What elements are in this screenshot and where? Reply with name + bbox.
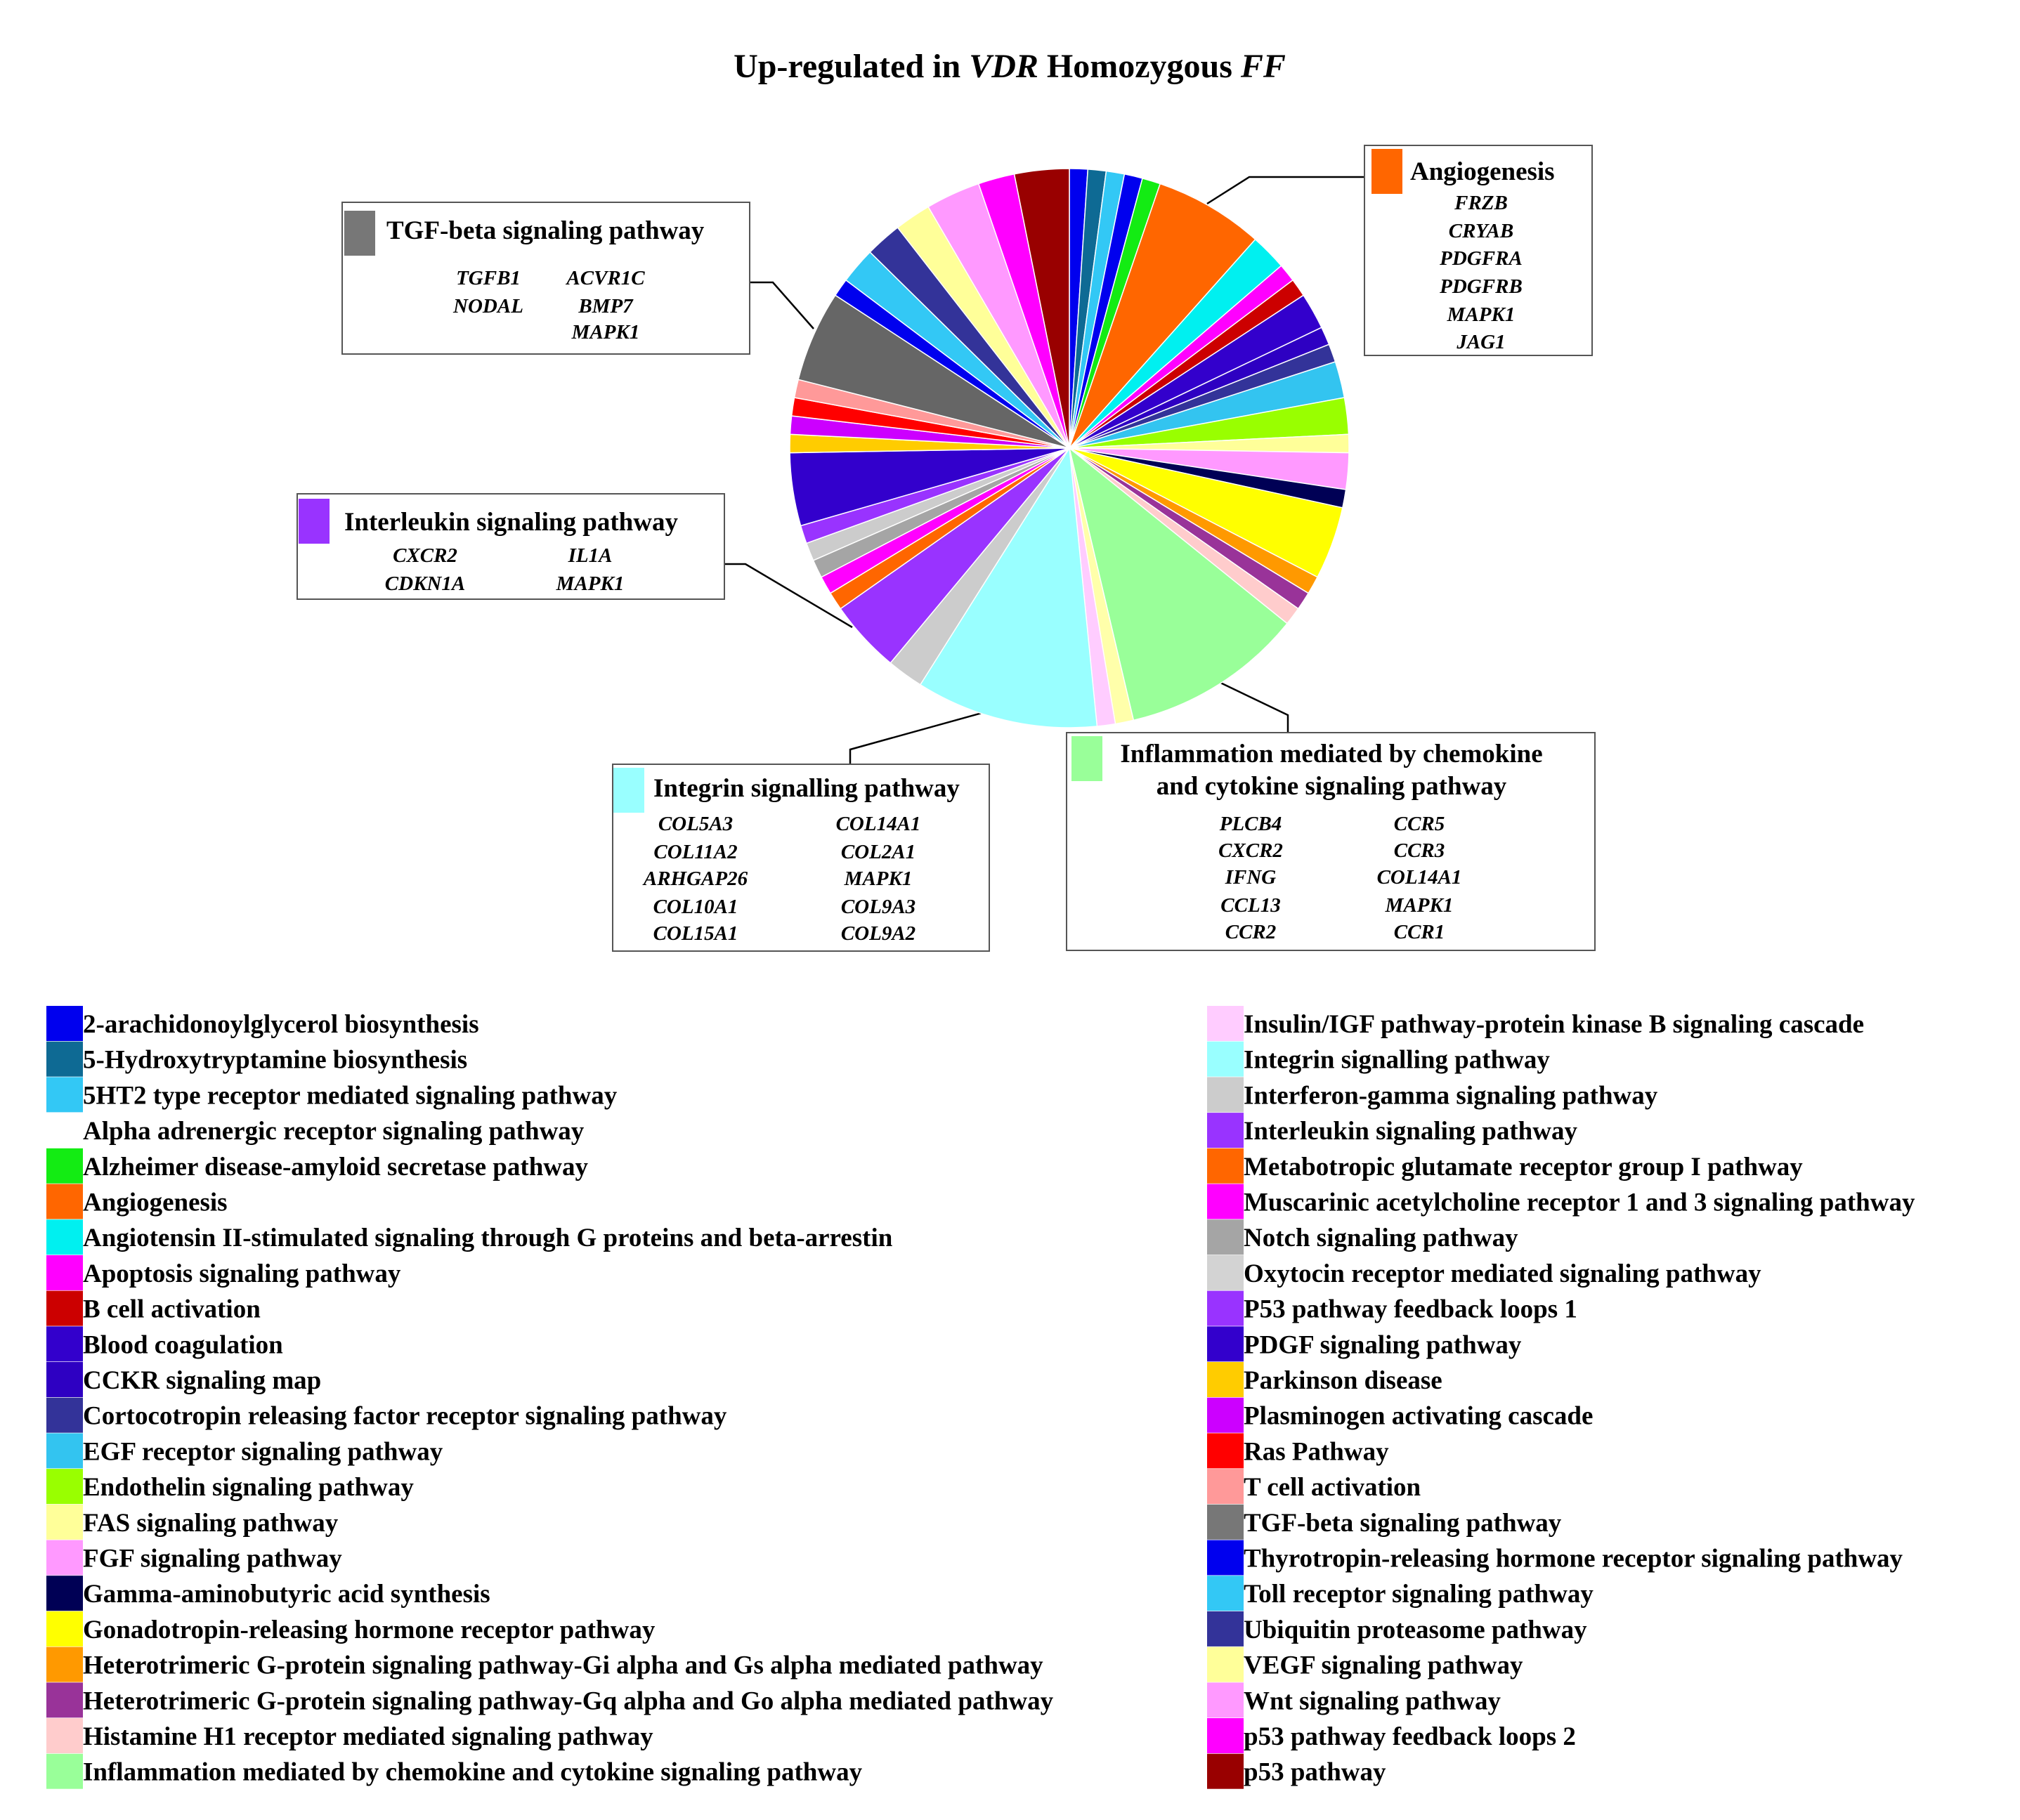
pie bbox=[790, 169, 1349, 728]
legend-item-right-integrin-signalling-pathway bbox=[1207, 1042, 1550, 1077]
legend-item-right-interferon-gamma-signaling-pathway bbox=[1207, 1077, 1658, 1112]
legend-item-right-oxytocin-receptor-mediated-signaling-pathway bbox=[1207, 1255, 1761, 1290]
legend-label: Gonadotropin-releasing hormone receptor pathway bbox=[83, 1615, 656, 1644]
legend-item-left-alpha-adrenergic-receptor-signaling-pathway bbox=[46, 1113, 585, 1148]
connector-line-integrin-signalling-pathway bbox=[850, 710, 992, 765]
legend-item-right-toll-receptor-signaling-pathway bbox=[1207, 1576, 1594, 1611]
legend-label: P53 pathway feedback loops 1 bbox=[1244, 1295, 1577, 1324]
legend-swatch bbox=[1207, 1540, 1244, 1576]
chart-title: Up-regulated in VDR Homozygous FF bbox=[734, 48, 1286, 85]
legend-item-right-ubiquitin-proteasome-pathway bbox=[1207, 1611, 1587, 1646]
legend-item-left-gamma-aminobutyric-acid-synthesis bbox=[46, 1576, 490, 1611]
legend-label: p53 pathway bbox=[1244, 1757, 1386, 1787]
gene-label: COL11A2 bbox=[653, 841, 738, 863]
legend-swatch bbox=[1207, 1398, 1244, 1433]
gene-label: CCR3 bbox=[1393, 839, 1445, 862]
gene-label: COL10A1 bbox=[653, 896, 738, 918]
legend-item-right-pdgf-signaling-pathway bbox=[1207, 1326, 1522, 1361]
legend-swatch bbox=[46, 1255, 83, 1290]
gene-label: COL9A2 bbox=[840, 922, 916, 945]
legend-label: Oxytocin receptor mediated signaling pathway bbox=[1244, 1259, 1761, 1288]
gene-label: CXCR2 bbox=[393, 544, 457, 567]
legend-item-right-p53-pathway bbox=[1207, 1754, 1386, 1789]
legend-label: EGF receptor signaling pathway bbox=[83, 1437, 443, 1467]
legend-swatch bbox=[46, 1611, 83, 1646]
legend-label: Interleukin signaling pathway bbox=[1244, 1117, 1577, 1146]
legend-swatch bbox=[1207, 1469, 1244, 1504]
gene-label: BMP7 bbox=[578, 295, 633, 317]
legend-swatch bbox=[1207, 1255, 1244, 1290]
callout-title: TGF-beta signaling pathway bbox=[386, 216, 705, 245]
legend-label: PDGF signaling pathway bbox=[1244, 1330, 1522, 1360]
gene-label: COL14A1 bbox=[835, 813, 921, 835]
legend-label: Integrin signalling pathway bbox=[1244, 1045, 1550, 1075]
legend-label: T cell activation bbox=[1244, 1473, 1421, 1503]
gene-label: CDKN1A bbox=[384, 572, 466, 595]
gene-label: CCL13 bbox=[1220, 894, 1281, 917]
legend-label: VEGF signaling pathway bbox=[1244, 1651, 1523, 1680]
connector-line-inflammation-mediated-by-chemokine-and-cytokine-signaling-pathway bbox=[1218, 681, 1288, 733]
legend-swatch bbox=[46, 1576, 83, 1611]
legend-label: Interferon-gamma signaling pathway bbox=[1244, 1081, 1658, 1111]
callout-interleukin-signaling-pathway bbox=[297, 494, 724, 599]
gene-label: ARHGAP26 bbox=[643, 868, 748, 890]
legend-swatch bbox=[46, 1398, 83, 1433]
legend-item-right-insulin-igf-pathway-protein-kinase-b-signaling-cascade bbox=[1207, 1006, 1864, 1041]
legend-label: Notch signaling pathway bbox=[1244, 1224, 1518, 1253]
legend-swatch bbox=[1207, 1718, 1244, 1753]
legend-label: Gamma-aminobutyric acid synthesis bbox=[83, 1580, 490, 1609]
legend-label: Parkinson disease bbox=[1244, 1366, 1442, 1395]
legend-label: FGF signaling pathway bbox=[83, 1544, 342, 1573]
callout-title: Interleukin signaling pathway bbox=[344, 508, 678, 537]
legend-label: Blood coagulation bbox=[83, 1330, 283, 1360]
legend-item-left-5-hydroxytryptamine-biosynthesis bbox=[46, 1042, 467, 1077]
legend-swatch bbox=[46, 1469, 83, 1504]
legend-swatch bbox=[46, 1219, 83, 1255]
callout-swatch bbox=[299, 499, 330, 544]
legend-swatch bbox=[46, 1682, 83, 1717]
callout-title: Integrin signalling pathway bbox=[653, 774, 960, 803]
legend-swatch bbox=[1207, 1754, 1244, 1789]
legend-label: Inflammation mediated by chemokine and cytokine signaling pathway bbox=[83, 1757, 863, 1787]
callout-swatch bbox=[613, 768, 644, 813]
gene-label: COL15A1 bbox=[653, 922, 738, 945]
gene-label: MAPK1 bbox=[844, 868, 913, 890]
legend-swatch bbox=[1207, 1433, 1244, 1468]
legend-swatch bbox=[46, 1647, 83, 1682]
gene-label: JAG1 bbox=[1457, 331, 1506, 353]
legend-swatch bbox=[1207, 1326, 1244, 1361]
legend-item-left-angiotensin-ii-stimulated-signaling-through-g-proteins-and-beta-arrestin bbox=[46, 1219, 893, 1255]
callout-swatch bbox=[1371, 149, 1402, 194]
legend-item-right-muscarinic-acetylcholine-receptor-1-and-3-signaling-pathway bbox=[1207, 1184, 1915, 1219]
gene-label: COL2A1 bbox=[840, 841, 916, 863]
legend-swatch bbox=[1207, 1219, 1244, 1255]
legend-label: Wnt signaling pathway bbox=[1244, 1687, 1501, 1716]
legend-label: Muscarinic acetylcholine receptor 1 and 3 signaling pathway bbox=[1244, 1188, 1915, 1217]
legend-swatch bbox=[46, 1148, 83, 1184]
legend-swatch bbox=[46, 1433, 83, 1468]
legend-item-right-p53-pathway-feedback-loops-1 bbox=[1207, 1291, 1577, 1326]
legend-item-left-heterotrimeric-g-protein-signaling-pathway-gq-alpha-and-go-alpha-mediated-pathway bbox=[46, 1682, 1054, 1717]
legend-label: FAS signaling pathway bbox=[83, 1508, 339, 1538]
legend-item-right-thyrotropin-releasing-hormone-receptor-signaling-pathway bbox=[1207, 1540, 1903, 1576]
legend-swatch bbox=[46, 1113, 83, 1148]
legend-swatch bbox=[46, 1326, 83, 1361]
legend-swatch bbox=[46, 1718, 83, 1753]
legend-label: CCKR signaling map bbox=[83, 1366, 322, 1395]
legend-label: Ubiquitin proteasome pathway bbox=[1244, 1615, 1587, 1644]
legend-item-left-egf-receptor-signaling-pathway bbox=[46, 1433, 443, 1468]
legend-swatch bbox=[1207, 1647, 1244, 1682]
legend-label: Cortocotropin releasing factor receptor signaling pathway bbox=[83, 1401, 727, 1431]
legend-item-right-t-cell-activation bbox=[1207, 1469, 1421, 1504]
legend-label: Angiotensin II-stimulated signaling through G proteins and beta-arrestin bbox=[83, 1224, 893, 1253]
callout-swatch bbox=[344, 211, 375, 256]
gene-label: PLCB4 bbox=[1219, 813, 1282, 835]
legend-label: Ras Pathway bbox=[1244, 1437, 1389, 1467]
connector-line-angiogenesis bbox=[1207, 177, 1364, 204]
callout-inflammation-mediated-by-chemokine-and-cytokine-signaling-pathway bbox=[1067, 733, 1595, 950]
legend-item-left-angiogenesis bbox=[46, 1184, 228, 1219]
legend-item-left-gonadotropin-releasing-hormone-receptor-pathway bbox=[46, 1611, 656, 1646]
legend-item-left-heterotrimeric-g-protein-signaling-pathway-gi-alpha-and-gs-alpha-mediated-pathway bbox=[46, 1647, 1043, 1682]
callout-angiogenesis bbox=[1364, 145, 1592, 355]
legend-swatch bbox=[46, 1077, 83, 1112]
legend-item-left-cckr-signaling-map bbox=[46, 1362, 321, 1397]
connector-line-tgf-beta-signaling-pathway bbox=[750, 282, 814, 329]
legend-swatch bbox=[1207, 1682, 1244, 1717]
callout-swatch bbox=[1071, 736, 1102, 781]
gene-label: MAPK1 bbox=[1447, 303, 1516, 326]
gene-label: MAPK1 bbox=[571, 321, 640, 343]
legend-label: Plasminogen activating cascade bbox=[1244, 1401, 1594, 1431]
legend-swatch bbox=[1207, 1611, 1244, 1646]
legend-item-right-vegf-signaling-pathway bbox=[1207, 1647, 1523, 1682]
gene-label: IL1A bbox=[568, 544, 613, 567]
legend-label: B cell activation bbox=[83, 1295, 261, 1324]
legend-label: Heterotrimeric G-protein signaling pathway-Gq alpha and Go alpha mediated pathway bbox=[83, 1687, 1054, 1716]
legend-label: Alzheimer disease-amyloid secretase pathway bbox=[83, 1152, 588, 1181]
gene-label: FRZB bbox=[1454, 192, 1508, 214]
legend-item-right-wnt-signaling-pathway bbox=[1207, 1682, 1501, 1717]
legend-label: TGF-beta signaling pathway bbox=[1244, 1508, 1562, 1538]
legend-swatch bbox=[46, 1042, 83, 1077]
legend-swatch bbox=[1207, 1113, 1244, 1148]
legend-swatch bbox=[1207, 1505, 1244, 1540]
gene-label: MAPK1 bbox=[556, 572, 625, 595]
gene-label: NODAL bbox=[453, 295, 523, 317]
legend-item-right-ras-pathway bbox=[1207, 1433, 1389, 1468]
legend-swatch bbox=[1207, 1042, 1244, 1077]
legend-swatch bbox=[46, 1505, 83, 1540]
legend-item-right-notch-signaling-pathway bbox=[1207, 1219, 1518, 1255]
legend-item-right-parkinson-disease bbox=[1207, 1362, 1442, 1397]
legend-label: 5-Hydroxytryptamine biosynthesis bbox=[83, 1045, 468, 1075]
legend-swatch bbox=[1207, 1184, 1244, 1219]
legend-swatch bbox=[1207, 1576, 1244, 1611]
gene-label: CCR1 bbox=[1393, 921, 1445, 943]
gene-label: CCR5 bbox=[1393, 813, 1445, 835]
legend-label: 5HT2 type receptor mediated signaling pathway bbox=[83, 1081, 618, 1111]
legend-label: Heterotrimeric G-protein signaling pathway-Gi alpha and Gs alpha mediated pathway bbox=[83, 1651, 1043, 1680]
legend-swatch bbox=[1207, 1148, 1244, 1184]
legend-label: Insulin/IGF pathway-protein kinase B signaling cascade bbox=[1244, 1010, 1865, 1039]
legend-label: Thyrotropin-releasing hormone receptor signaling pathway bbox=[1244, 1544, 1903, 1573]
legend bbox=[46, 1006, 1915, 1789]
gene-label: ACVR1C bbox=[566, 267, 645, 289]
gene-label: COL9A3 bbox=[840, 896, 916, 918]
legend-item-left-endothelin-signaling-pathway bbox=[46, 1469, 414, 1504]
legend-swatch bbox=[46, 1006, 83, 1041]
legend-label: Apoptosis signaling pathway bbox=[83, 1259, 401, 1288]
legend-item-left-histamine-h1-receptor-mediated-signaling-pathway bbox=[46, 1718, 653, 1753]
legend-label: Angiogenesis bbox=[83, 1188, 228, 1217]
legend-label: p53 pathway feedback loops 2 bbox=[1244, 1722, 1576, 1751]
gene-label: MAPK1 bbox=[1385, 894, 1454, 917]
legend-item-left-cortocotropin-releasing-factor-receptor-signaling-pathway bbox=[46, 1398, 727, 1433]
legend-swatch bbox=[46, 1362, 83, 1397]
legend-item-left-blood-coagulation bbox=[46, 1326, 283, 1361]
legend-label: Toll receptor signaling pathway bbox=[1244, 1580, 1594, 1609]
legend-item-right-interleukin-signaling-pathway bbox=[1207, 1113, 1577, 1148]
legend-swatch bbox=[1207, 1362, 1244, 1397]
legend-item-left-2-arachidonoylglycerol-biosynthesis bbox=[46, 1006, 479, 1041]
legend-item-left-fas-signaling-pathway bbox=[46, 1505, 339, 1540]
gene-label: CXCR2 bbox=[1218, 839, 1283, 862]
legend-swatch bbox=[46, 1540, 83, 1576]
legend-item-right-p53-pathway-feedback-loops-2 bbox=[1207, 1718, 1576, 1753]
legend-swatch bbox=[46, 1291, 83, 1326]
legend-label: Metabotropic glutamate receptor group I pathway bbox=[1244, 1152, 1803, 1181]
gene-label: CRYAB bbox=[1448, 220, 1514, 242]
callout-title: and cytokine signaling pathway bbox=[1156, 772, 1507, 801]
callout-tgf-beta-signaling-pathway bbox=[342, 202, 750, 354]
gene-label: TGFB1 bbox=[456, 267, 521, 289]
legend-item-left-inflammation-mediated-by-chemokine-and-cytokine-signaling-pathway bbox=[46, 1754, 863, 1789]
legend-item-left-apoptosis-signaling-pathway bbox=[46, 1255, 401, 1290]
legend-item-right-metabotropic-glutamate-receptor-group-i-pathway bbox=[1207, 1148, 1803, 1184]
gene-label: PDGFRA bbox=[1440, 247, 1523, 270]
legend-swatch bbox=[46, 1754, 83, 1789]
callout-title: Angiogenesis bbox=[1410, 157, 1555, 186]
legend-item-left-b-cell-activation bbox=[46, 1291, 261, 1326]
legend-item-left-5ht2-type-receptor-mediated-signaling-pathway bbox=[46, 1077, 618, 1112]
legend-swatch bbox=[1207, 1006, 1244, 1041]
legend-swatch bbox=[1207, 1291, 1244, 1326]
gene-label: COL5A3 bbox=[658, 813, 734, 835]
callout-title: Inflammation mediated by chemokine bbox=[1120, 740, 1543, 768]
gene-label: CCR2 bbox=[1225, 921, 1277, 943]
legend-swatch bbox=[46, 1184, 83, 1219]
legend-label: Histamine H1 receptor mediated signaling pathway bbox=[83, 1722, 653, 1751]
gene-label: IFNG bbox=[1225, 866, 1277, 889]
callout-integrin-signalling-pathway bbox=[613, 764, 989, 951]
legend-item-right-tgf-beta-signaling-pathway bbox=[1207, 1505, 1562, 1540]
gene-label: COL14A1 bbox=[1376, 866, 1462, 889]
legend-item-left-alzheimer-disease-amyloid-secretase-pathway bbox=[46, 1148, 588, 1184]
legend-label: Alpha adrenergic receptor signaling pathway bbox=[83, 1117, 585, 1146]
legend-label: Endothelin signaling pathway bbox=[83, 1473, 414, 1503]
legend-item-left-fgf-signaling-pathway bbox=[46, 1540, 342, 1576]
legend-label: 2-arachidonoylglycerol biosynthesis bbox=[83, 1010, 479, 1039]
gene-label: PDGFRB bbox=[1440, 275, 1523, 298]
legend-swatch bbox=[1207, 1077, 1244, 1112]
legend-item-right-plasminogen-activating-cascade bbox=[1207, 1398, 1593, 1433]
